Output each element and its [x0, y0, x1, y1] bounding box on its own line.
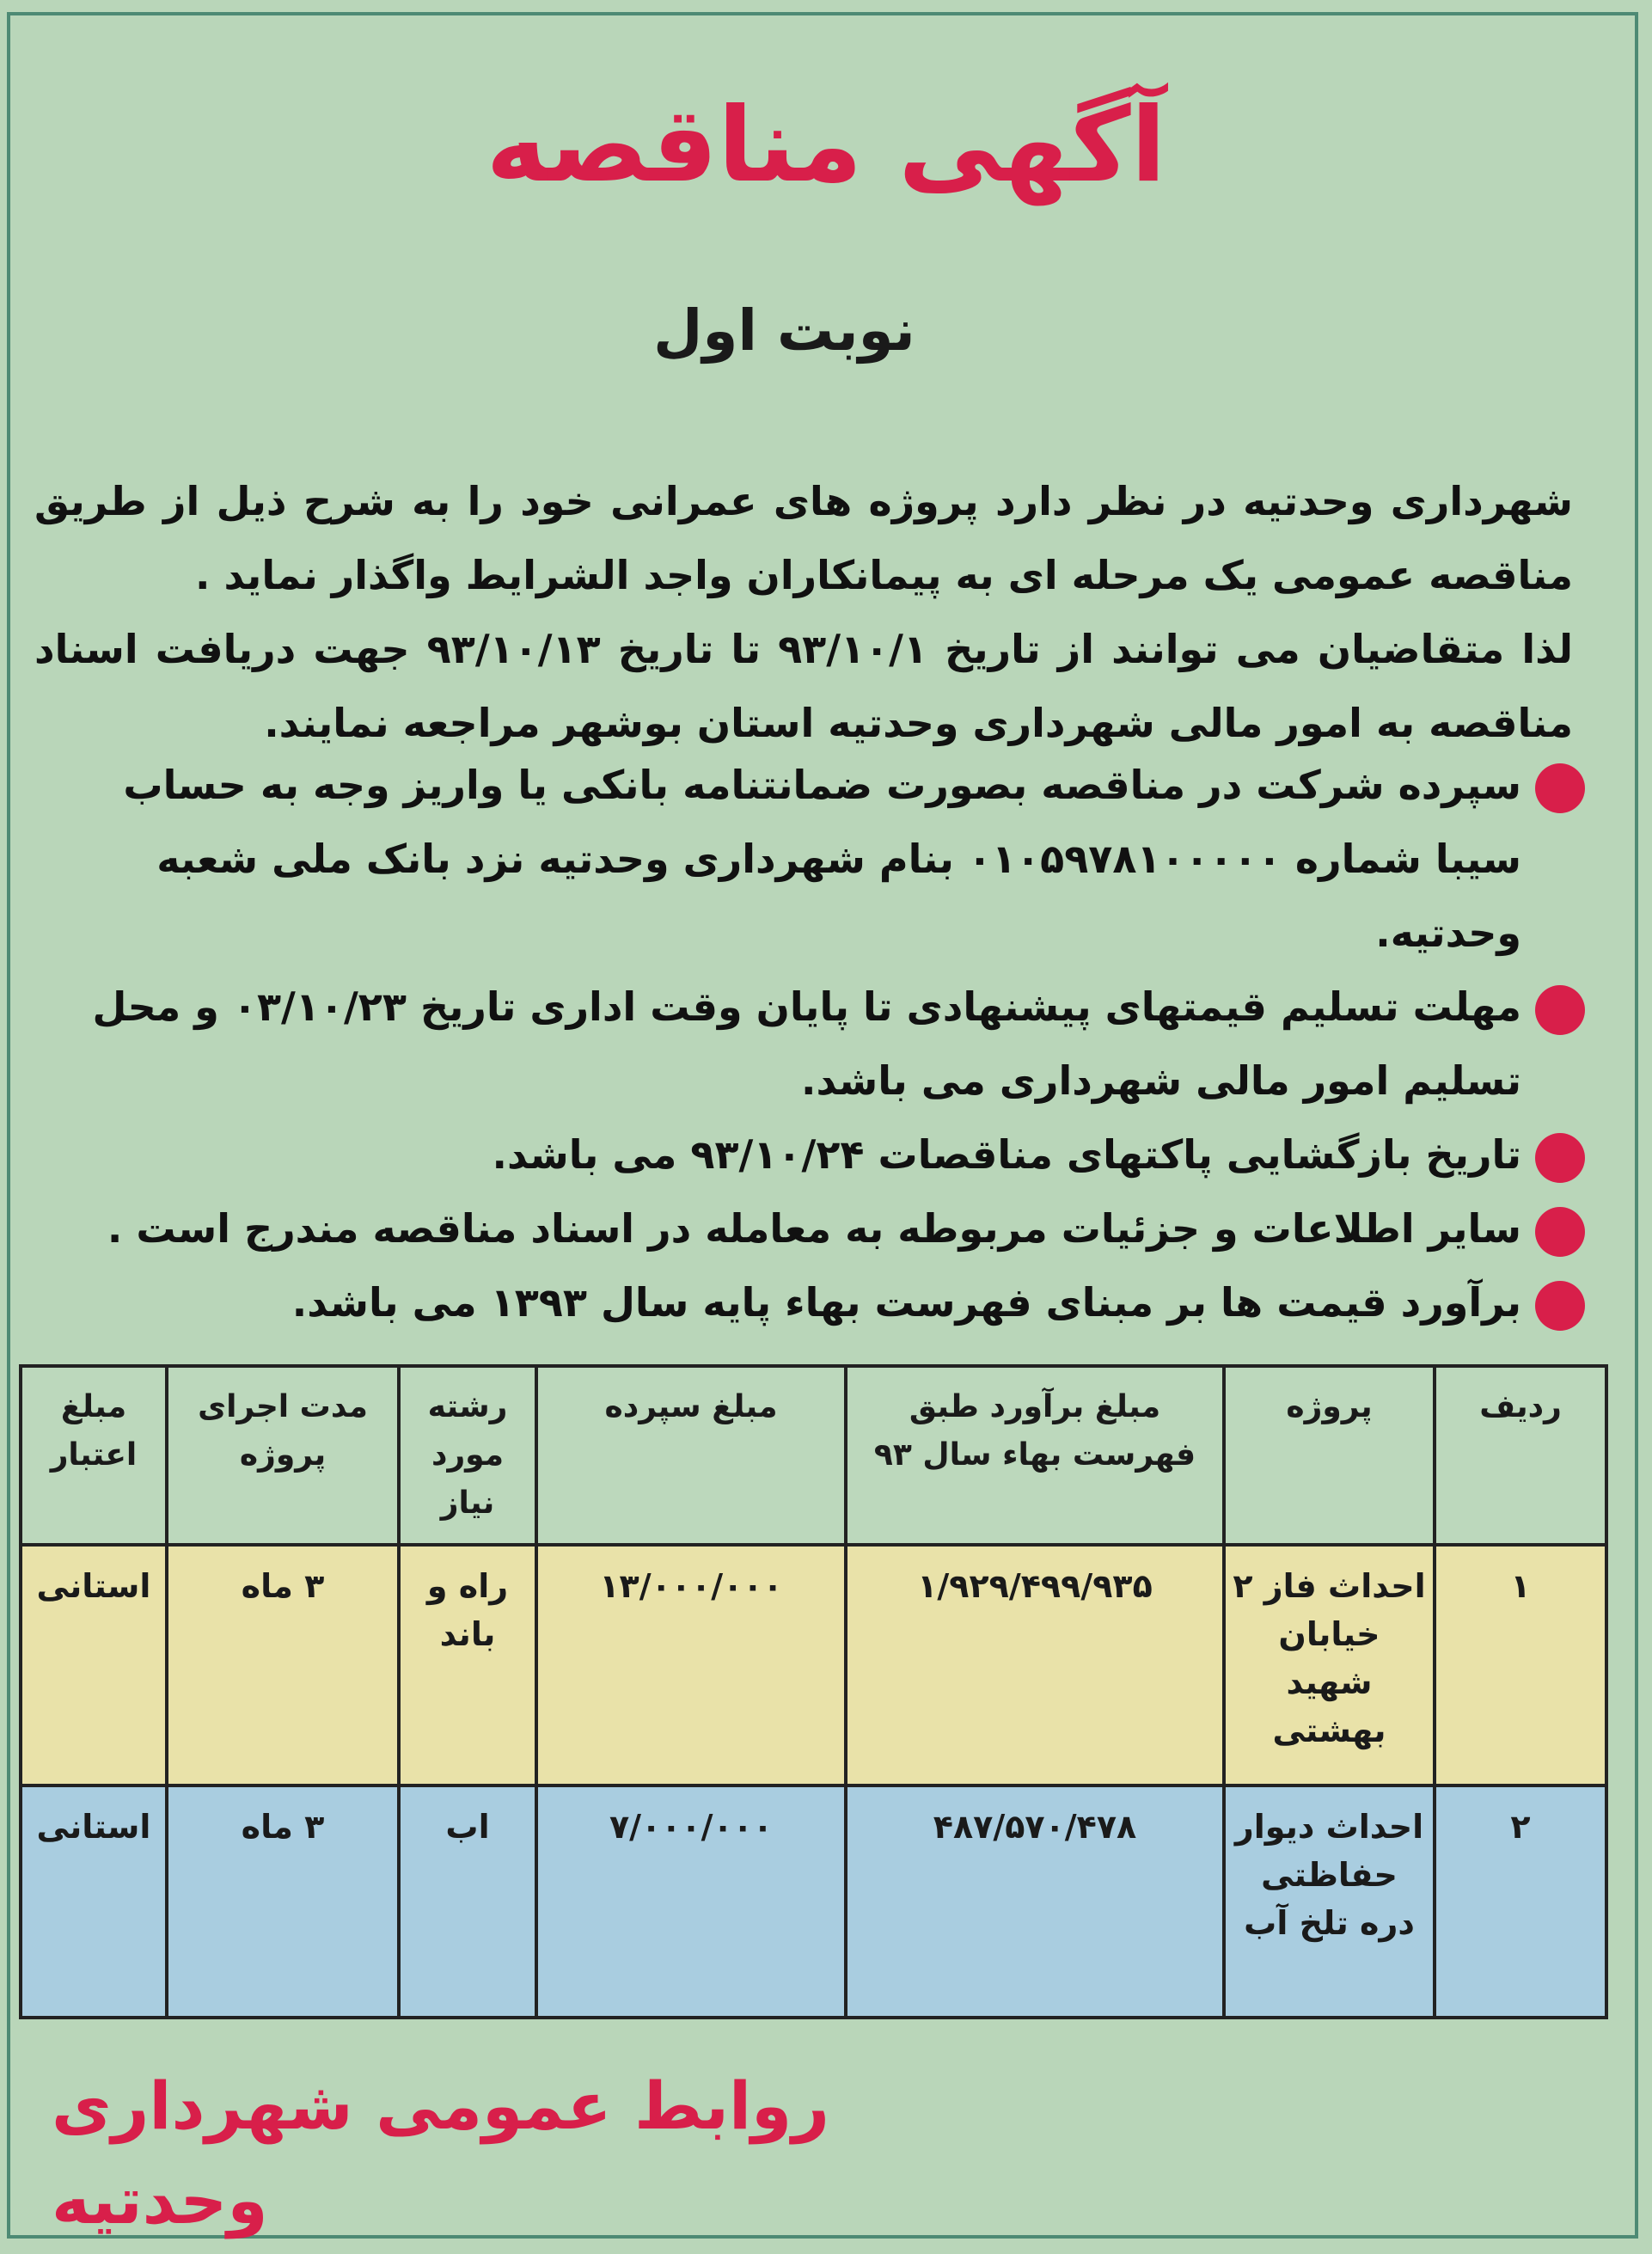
cell-credit: استانی: [21, 1785, 167, 2018]
cell-credit: استانی: [21, 1545, 167, 1785]
column-header-field: رشته مورد نیاز: [399, 1366, 536, 1545]
table-row: [21, 1545, 1606, 1785]
bullet-dot-icon: [1535, 985, 1585, 1035]
cell-row-number: ۲: [1435, 1785, 1606, 2018]
projects-table: [19, 1364, 1608, 2019]
table-row: [21, 1785, 1606, 2018]
column-header-project: پروژه: [1224, 1366, 1435, 1545]
cell-deposit: ۱۳/۰۰۰/۰۰۰: [536, 1545, 846, 1785]
bullet-text: برآورد قیمت ها بر مبنای فهرست بهاء پایه سال ۱۳۹۳ می باشد.: [291, 1279, 1521, 1326]
list-item: [34, 1118, 1590, 1191]
intro-text: [34, 464, 1573, 760]
bullet-text: سپرده شرکت در مناقصه بصورت ضمانتنامه بانکی یا واریز وجه به حساب سیبا شماره ۰۱۰۵۹۷۸۱۰۰۰۰۰ بنام شهرداری وحدتیه نزد بانک ملی شعبه وحدتیه.: [123, 762, 1521, 956]
conditions-list: [34, 748, 1590, 1339]
list-item: [34, 970, 1590, 1118]
cell-project: احداث فاز ۲ خیابان شهید بهشتی: [1224, 1545, 1435, 1785]
cell-estimate: ۴۸۷/۵۷۰/۴۷۸: [846, 1785, 1224, 2018]
bullet-dot-icon: [1535, 763, 1585, 813]
bullet-text: سایر اطلاعات و جزئیات مربوطه به معامله در اسناد مناقصه مندرج است .: [107, 1205, 1521, 1252]
cell-deposit: ۷/۰۰۰/۰۰۰: [536, 1785, 846, 2018]
cell-duration: ۳ ماه: [167, 1545, 399, 1785]
notice-title: آگهی مناقصه: [486, 86, 1166, 205]
cell-duration: ۳ ماه: [167, 1785, 399, 2018]
bullet-dot-icon: [1535, 1281, 1585, 1331]
signature: روابط عمومی شهرداری وحدتیه: [52, 2067, 829, 2239]
column-header-deposit: مبلغ سپرده: [536, 1366, 846, 1545]
cell-field: راه و باند: [399, 1545, 536, 1785]
cell-estimate: ۱/۹۲۹/۴۹۹/۹۳۵: [846, 1545, 1224, 1785]
column-header-estimate: مبلغ برآورد طبق فهرست بهاء سال ۹۳: [846, 1366, 1224, 1545]
cell-project: احداث دیوار حفاظتی دره تلخ آب: [1224, 1785, 1435, 2018]
cell-field: اب: [399, 1785, 536, 2018]
list-item: [34, 1265, 1590, 1339]
bullet-text: مهلت تسلیم قیمتهای پیشنهادی تا پایان وقت اداری تاریخ ۰۳/۱۰/۲۳ و محل تسلیم امور مالی شهرداری می باشد.: [92, 983, 1521, 1104]
column-header-row-number: ردیف: [1435, 1366, 1606, 1545]
intro-paragraph: لذا متقاضیان می توانند از تاریخ ۹۳/۱۰/۱ تا تاریخ ۹۳/۱۰/۱۳ جهت دریافت اسناد مناقصه به امور مالی شهرداری وحدتیه استان بوشهر مراجعه نمایند.: [34, 626, 1573, 746]
bullet-text: تاریخ بازگشایی پاکتهای مناقصات ۹۳/۱۰/۲۴ می باشد.: [492, 1131, 1521, 1178]
intro-paragraph: شهرداری وحدتیه در نظر دارد پروژه های عمرانی خود را به شرح ذیل از طریق مناقصه عمومی یک مرحله ای به پیمانکاران واجد الشرایط واگذار نماید .: [34, 478, 1573, 598]
column-header-duration: مدت اجرای پروژه: [167, 1366, 399, 1545]
table-header-row: [21, 1366, 1606, 1545]
notice-round: نوبت اول: [653, 297, 915, 364]
column-header-credit: مبلغ اعتبار: [21, 1366, 167, 1545]
list-item: [34, 748, 1590, 970]
list-item: [34, 1191, 1590, 1265]
bullet-dot-icon: [1535, 1133, 1585, 1183]
cell-row-number: ۱: [1435, 1545, 1606, 1785]
bullet-dot-icon: [1535, 1207, 1585, 1257]
